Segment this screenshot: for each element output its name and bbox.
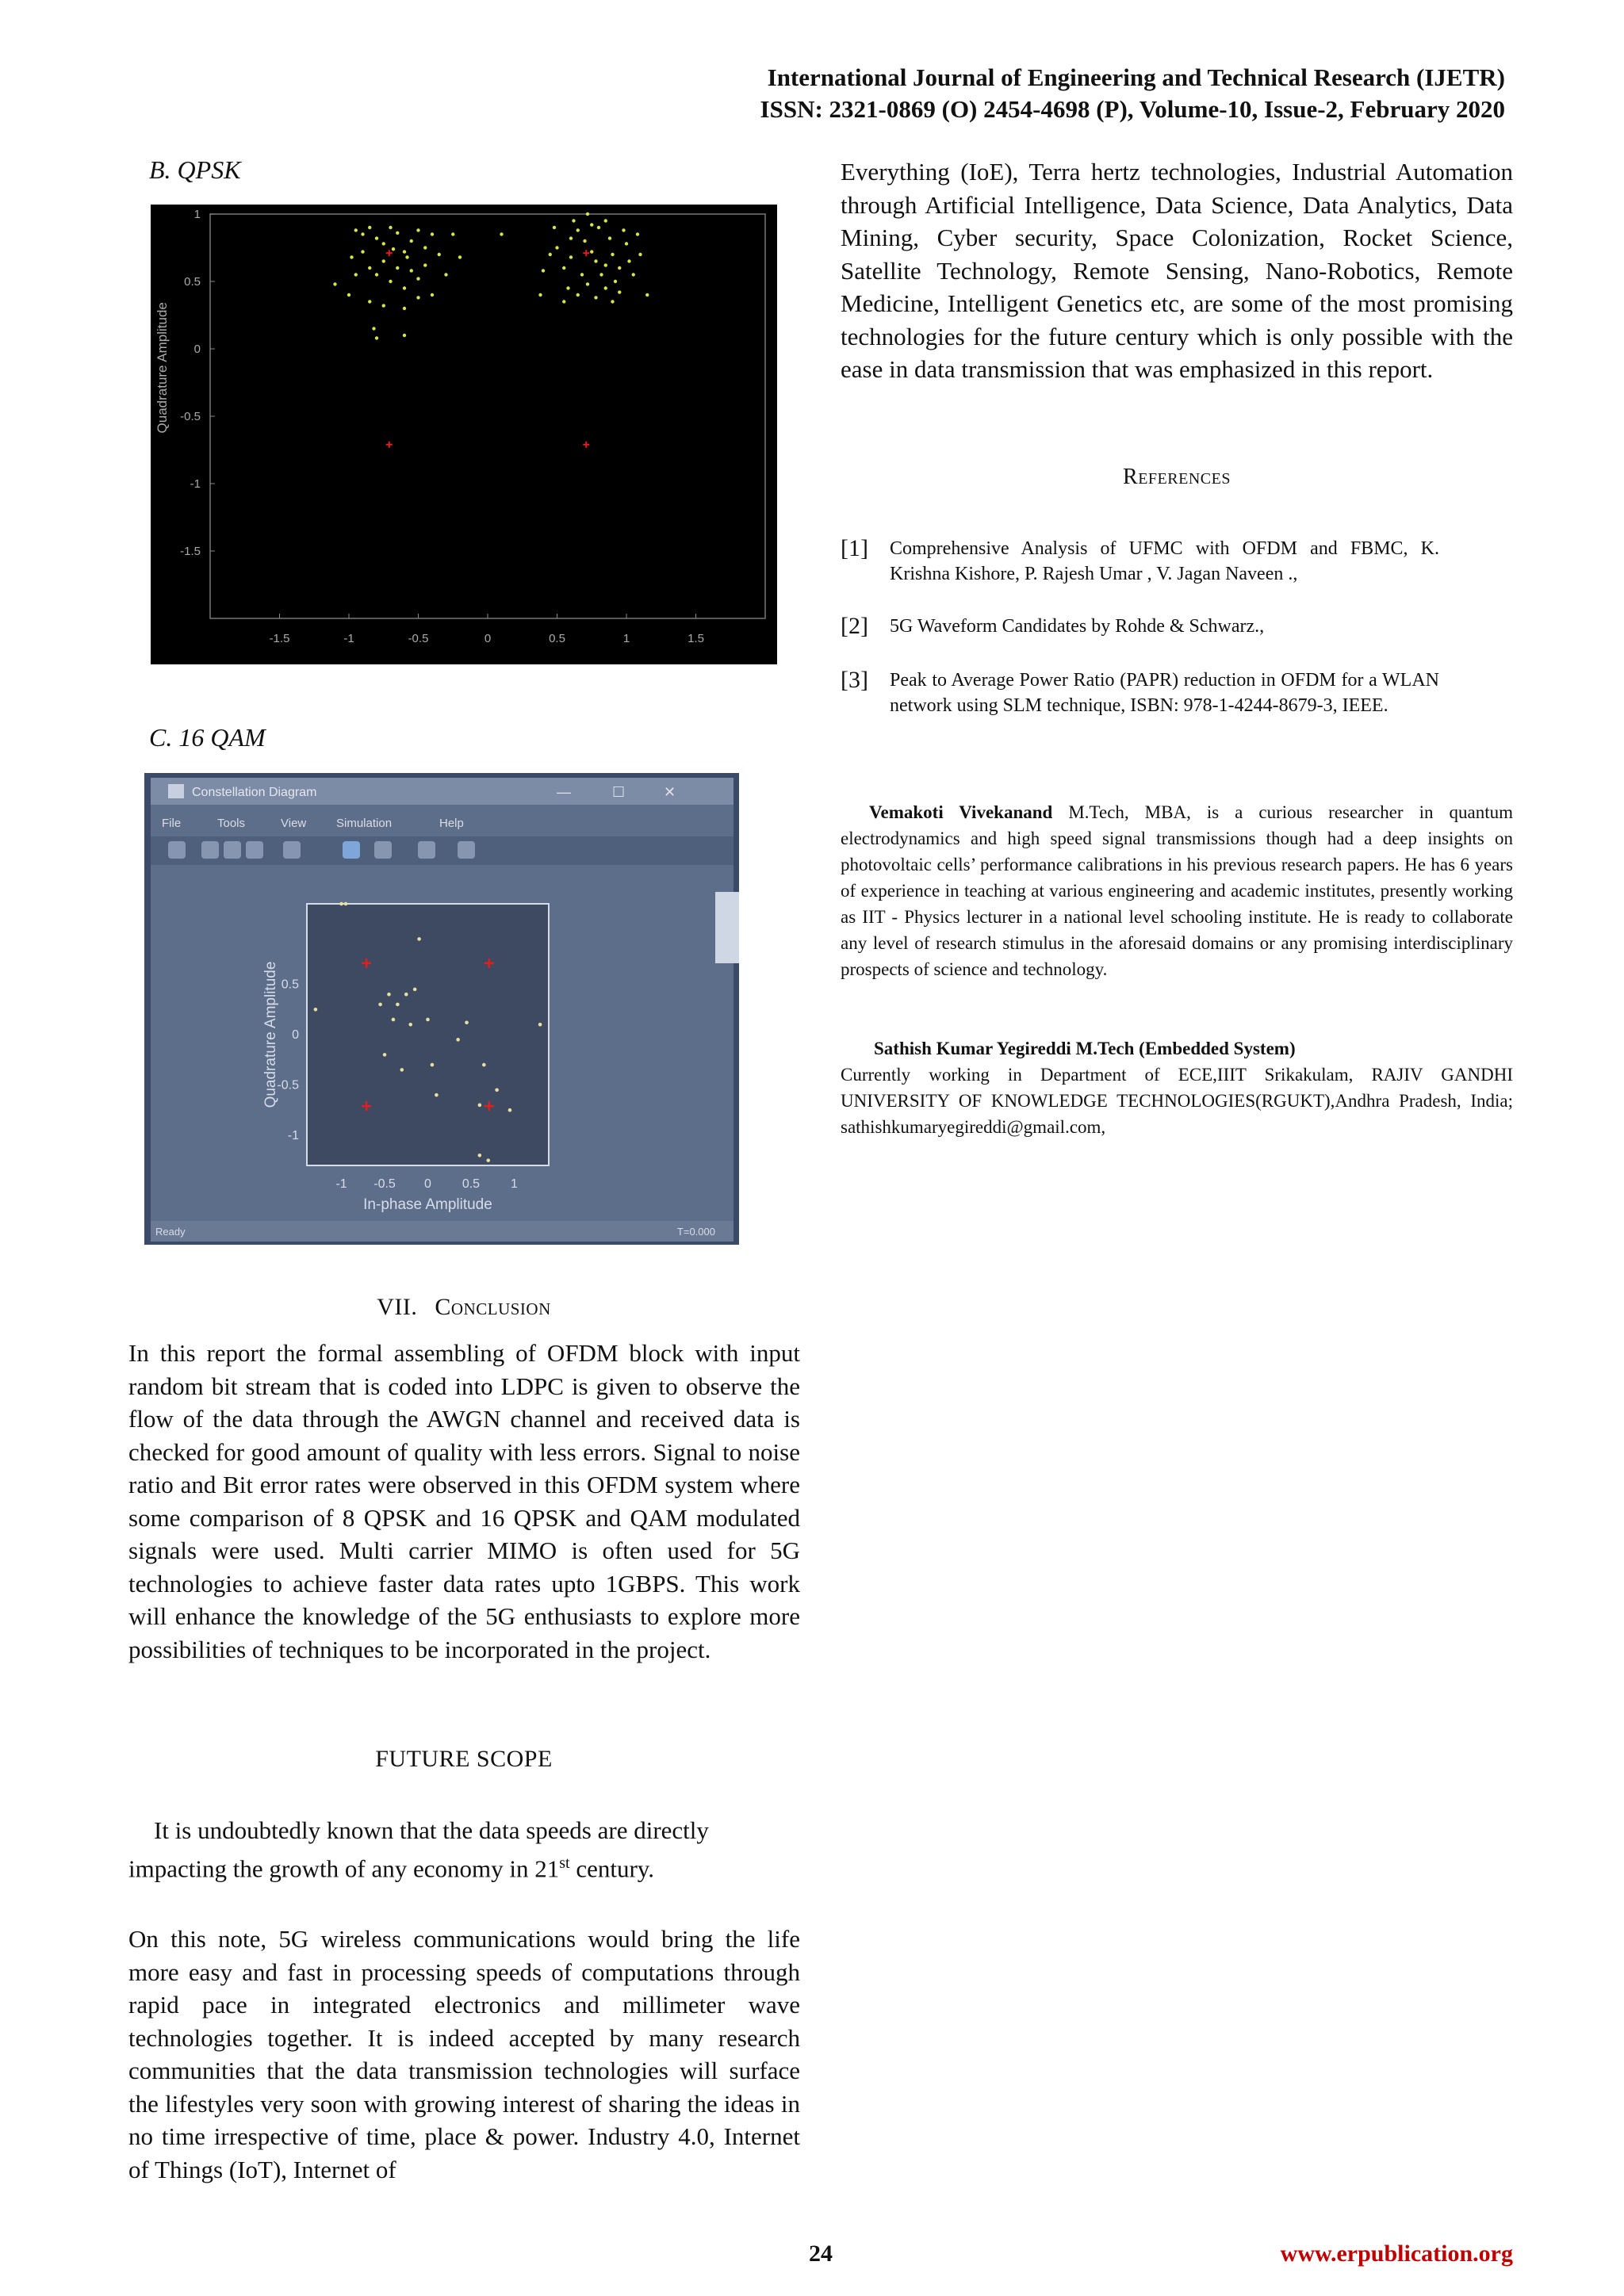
qpsk-received-point [549,253,552,256]
qpsk-received-point [632,273,635,276]
chart-icon[interactable] [458,841,475,859]
qam-received-point [482,1063,486,1067]
side-panel [715,892,739,963]
stop-icon[interactable] [246,841,263,859]
menu-item-help[interactable]: Help [439,817,464,830]
menu-item-view[interactable]: View [281,817,307,830]
qpsk-received-point [347,293,350,297]
future-scope-paragraph-2-continued: Everything (IoE), Terra hertz technologies, Industrial Automation through Artificial Intelligence, Data Science, Data Analytics, Data Mining, Cyber security, Space Colonization, Rocket Science, Satellite Technology, Remote Sensing, Nano-Robotics, Remote Medicine, Intelligent Genetics etc, are some of the most promising technologies for the future century which is only possible with the ease in data transmission that was emphasized in this report. [841,158,1513,383]
future-scope-p1-before: It is undoubtedly known that the data speeds are directly impacting the growth of any economy in 21 [128,1816,709,1882]
qpsk-x-tick-label: -1.5 [269,632,290,645]
qpsk-received-point [375,236,378,239]
qpsk-received-point [423,263,427,266]
qam-plot-area [307,904,549,1165]
qam-y-tick-label: 0 [292,1028,299,1042]
qpsk-received-point [354,273,358,276]
status-bar [151,1221,733,1242]
qpsk-received-point [590,223,593,226]
qpsk-received-point [416,277,419,280]
qpsk-received-point [500,232,503,235]
reference-1-number: [1] [841,535,868,561]
run-icon[interactable] [201,841,219,859]
qpsk-received-point [625,242,628,245]
qam-received-point [408,1023,412,1027]
qpsk-received-point [361,232,364,235]
qpsk-received-point [538,293,542,297]
qam-received-point [435,1093,439,1097]
author-bio-2 [841,1035,1513,1140]
qam-received-point [465,1020,469,1024]
qam-x-tick-label: -1 [335,1177,347,1191]
qpsk-received-point [618,266,621,270]
qam-received-point [344,902,348,906]
qam-y-tick-label: -1 [287,1128,299,1142]
qam-received-point [387,993,391,997]
journal-title: International Journal of Engineering and Technical Research (IJETR) [767,63,1505,91]
qpsk-x-tick-label: -1 [343,632,354,645]
qam-received-point [456,1038,460,1042]
qpsk-received-point [416,296,419,299]
maximize-icon[interactable]: ☐ [612,784,626,800]
qpsk-received-point [604,263,607,266]
qpsk-received-point [636,232,639,235]
qpsk-received-point [542,269,545,272]
qam-y-tick-label: 0.5 [281,978,299,992]
qpsk-received-point [594,296,597,299]
reference-2 [841,614,1439,639]
qpsk-received-point [604,286,607,289]
qpsk-y-tick-label: 0 [193,342,201,356]
qpsk-x-tick-label: 0.5 [549,632,565,645]
qam-received-point [417,937,421,941]
qpsk-received-point [553,226,556,229]
qam-x-axis-label: In-phase Amplitude [363,1196,492,1213]
qpsk-received-point [569,236,573,239]
qpsk-y-tick-label: -1.5 [180,545,201,558]
qpsk-received-point [458,255,462,258]
qpsk-received-point [645,293,649,297]
qpsk-received-point [410,269,413,272]
qam-received-point [404,993,408,997]
reference-2-number: [2] [841,613,868,639]
qam-y-tick-label: -0.5 [277,1078,299,1093]
qpsk-received-point [614,280,617,283]
qpsk-received-point [438,253,441,256]
future-scope-p1-after: century. [569,1854,655,1882]
qpsk-received-point [372,327,375,330]
pan-icon[interactable] [374,841,392,859]
qam-received-point [400,1068,404,1072]
qpsk-received-point [396,232,399,235]
qpsk-figure [151,205,777,664]
future-scope-paragraph-2: On this note, 5G wireless communications would bring the life more easy and fast in processing speeds of computations through rapid pace in integrated electronics and millimeter wave technologies together. It is indeed accepted by many research communities that the data transmission technologies will surface the lifestyles very soon with growing interest of sharing the ideas in no time irrespective of time, place & power. Industry 4.0, Internet of Things (IoT), Internet of [128,1925,800,2183]
qpsk-received-point [382,242,385,245]
qpsk-received-point [562,266,565,270]
publisher-url[interactable]: www.erpublication.org [1280,2241,1513,2267]
qpsk-received-point [586,212,589,216]
qpsk-y-tick-label: 0.5 [184,275,201,289]
qpsk-received-point [403,334,406,337]
qpsk-received-point [618,290,621,293]
qpsk-received-point [627,259,630,262]
qpsk-received-point [555,246,558,249]
qpsk-x-tick-label: 1.5 [688,632,704,645]
qpsk-received-point [392,247,395,251]
qpsk-received-point [594,259,597,262]
qam-received-point [508,1108,512,1112]
qam-x-tick-label: 1 [510,1177,518,1191]
qpsk-received-point [586,282,589,285]
qam-x-tick-label: 0.5 [462,1177,481,1191]
qam-received-point [426,1018,430,1022]
qpsk-received-point [375,273,378,276]
qpsk-received-point [576,293,580,297]
qpsk-received-point [361,250,364,253]
future-scope-paragraph-1 [128,1814,779,1885]
qpsk-plot-area [210,214,765,618]
menu-item-file[interactable]: File [162,817,182,830]
status-left: Ready [155,1226,186,1238]
qam-received-point [392,1018,396,1022]
menu-item-tools[interactable]: Tools [217,817,246,830]
qam-received-point [396,1003,400,1007]
qpsk-received-point [562,300,565,303]
conclusion-heading [127,1294,801,1321]
author-1-name: Vemakoti Vivekanand [869,802,1053,822]
qam-received-point [314,1008,318,1012]
qam-received-point [378,1003,382,1007]
settings-icon[interactable] [168,841,186,859]
author-2-bio: Currently working in Department of ECE,IIIT Srikakulam, RAJIV GANDHI UNIVERSITY OF KNOWLEDGE TECHNOLOGIES(RGUKT),Andhra Pradesh, India; sathishkumaryegireddi@gmail.com, [841,1065,1513,1137]
qpsk-received-point [368,226,371,229]
qpsk-y-tick-label: -0.5 [180,410,201,423]
author-bio-1 [841,799,1513,982]
qpsk-received-point [333,282,336,285]
highlight-icon[interactable] [283,841,301,859]
reference-1-text: Comprehensive Analysis of UFMC with OFDM and FBMC, K. Krishna Kishore, P. Rajesh Umar , V. Jagan Naveen ., [890,538,1439,584]
reference-2-text: 5G Waveform Candidates by Rohde & Schwarz., [890,616,1265,637]
qpsk-received-point [451,232,454,235]
qpsk-received-point [431,232,434,235]
references-heading: References [1123,465,1231,489]
qpsk-x-tick-label: 1 [622,632,630,645]
qam-received-point [431,1063,435,1067]
qpsk-received-point [403,307,406,310]
menu-item-simulation[interactable]: Simulation [336,817,393,830]
qpsk-x-tick-label: -0.5 [408,632,429,645]
fit-icon[interactable] [418,841,435,859]
qpsk-received-point [389,280,392,283]
conclusion-text: In this report the formal assembling of OFDM block with input random bit stream that is coded into LDPC is given to observe the flow of the data through the AWGN channel and received data is checked for good amount of quality with less errors. Signal to noise ratio and Bit error rates were observed in this OFDM system where some comparison of 8 QPSK and 16 QPSK and QAM modulated signals were used. Multi carrier MIMO is often used for 5G technologies to achieve faster data rates upto 1GBPS. This work will enhance the knowledge of the 5G enthusiasts to explore more possibilities of techniques to be incorporated in the project. [128,1339,800,1663]
qpsk-received-point [569,255,573,258]
matlab-app-icon [168,784,184,798]
qpsk-received-point [368,266,371,270]
qpsk-received-point [368,300,371,303]
qpsk-received-point [350,255,353,258]
future-scope-heading: FUTURE SCOPE [375,1746,553,1772]
qpsk-received-point [583,239,586,243]
qpsk-received-point [572,219,575,222]
qam-received-point [478,1104,482,1108]
figure-label-16qam: C. 16 QAM [149,723,266,752]
minimize-icon[interactable]: — [557,784,571,800]
qpsk-received-point [604,219,607,222]
qam-received-point [339,902,343,906]
reference-1 [841,536,1439,587]
qpsk-received-point [608,236,611,239]
close-icon[interactable]: ✕ [664,784,676,800]
qam16-constellation-window [144,773,739,1245]
qpsk-received-point [599,273,603,276]
qpsk-received-point [403,250,406,253]
qpsk-received-point [611,300,614,303]
qpsk-received-point [431,293,434,297]
qpsk-y-axis-label: Quadrature Amplitude [155,302,170,434]
reference-3-text: Peak to Average Power Ratio (PAPR) reduction in OFDM for a WLAN network using SLM technique, ISBN: 978-1-4244-8679-3, IEEE. [890,670,1439,716]
page-number: 24 [809,2241,833,2267]
qpsk-received-point [375,336,378,339]
qam16-figure [144,773,739,1245]
qam-received-point [486,1158,490,1162]
step-icon[interactable] [224,841,241,859]
qpsk-received-point [638,253,642,256]
reference-3 [841,668,1439,718]
qpsk-received-point [423,246,427,249]
author-1-bio: M.Tech, MBA, is a curious researcher in quantum electrodynamics and high speed signal transmissions though had a deep insights on photovoltaic cells’ performance calibrations in his previous research papers. He has 6 years of experience in teaching at various engineering and academic institutes, presently working as IIT - Physics lecturer in a national level schooling institute. He is ready to collaborate any level of research stimulus in the aforesaid domains or any promising interdisciplinary prospects of science and technology. [841,802,1513,979]
qpsk-received-point [416,228,419,232]
qpsk-received-point [389,226,392,229]
qpsk-y-tick-label: -1 [190,477,201,491]
qpsk-received-point [566,286,569,289]
qpsk-received-point [597,226,600,229]
qpsk-received-point [576,228,580,232]
qam-x-tick-label: 0 [424,1177,431,1191]
future-scope-p1-sup: st [559,1854,570,1872]
author-2-name: Sathish Kumar Yegireddi M.Tech (Embedded System) [874,1039,1296,1058]
qpsk-received-point [382,259,385,262]
qpsk-received-point [396,266,399,270]
figure-label-qpsk: B. QPSK [149,155,241,184]
window-title: Constellation Diagram [192,786,317,799]
qpsk-received-point [405,255,408,258]
qpsk-received-point [403,286,406,289]
qam-received-point [383,1053,387,1057]
qam-received-point [495,1089,499,1093]
qam-y-axis-label: Quadrature Amplitude [262,961,279,1108]
qpsk-y-tick-label: 1 [193,208,201,221]
qpsk-received-point [354,228,358,232]
qam-received-point [538,1023,542,1027]
qam-received-point [413,988,417,992]
journal-issn: ISSN: 2321-0869 (O) 2454-4698 (P), Volume-10, Issue-2, February 2020 [760,95,1505,123]
qpsk-received-point [611,253,614,256]
journal-header [760,62,1505,125]
qpsk-received-point [410,239,413,243]
qpsk-received-point [444,273,447,276]
qam-x-tick-label: -0.5 [373,1177,396,1191]
reference-3-number: [3] [841,667,868,693]
qam-received-point [478,1154,482,1158]
qpsk-received-point [622,228,625,232]
conclusion-heading-text: Conclusion [435,1294,551,1320]
qpsk-received-point [590,250,593,253]
qpsk-x-tick-label: 0 [484,632,492,645]
zoom-in-icon[interactable] [343,841,360,859]
status-right: T=0.000 [676,1226,715,1238]
conclusion-heading-number: VII. [377,1294,418,1320]
qpsk-received-point [580,273,584,276]
qpsk-received-point [382,304,385,307]
qpsk-constellation-plot [151,205,777,664]
